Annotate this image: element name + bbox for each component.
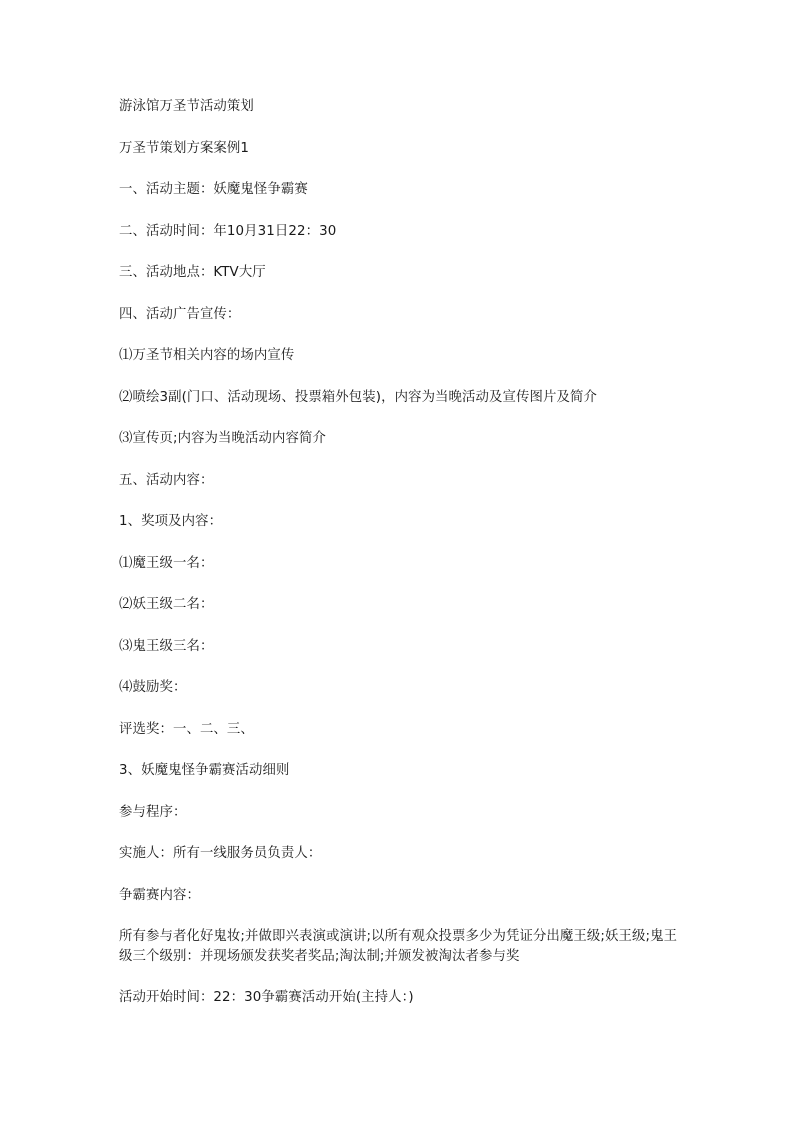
paragraph-time: 二、活动时间：年10月31日22：30: [119, 223, 337, 239]
paragraph-advertising-heading: 四、活动广告宣传：: [119, 306, 241, 322]
paragraph-advertising-item-3: ⑶宣传页;内容为当晚活动内容简介: [119, 431, 326, 446]
paragraph-award-ghost-king: ⑶鬼王级三名：: [119, 638, 214, 654]
paragraph-award-demon-king: ⑴魔王级一名：: [119, 555, 214, 571]
paragraph-awards-heading: 1、奖项及内容：: [119, 514, 223, 529]
paragraph-award-monster-king: ⑵妖王级二名：: [119, 597, 214, 612]
document-body: [119, 97, 679, 1030]
paragraph-advertising-item-1: ⑴万圣节相关内容的场内宣传: [119, 348, 295, 363]
document-title: 游泳馆万圣节活动策划: [119, 99, 254, 114]
paragraph-start-time: 活动开始时间：22：30争霸赛活动开始(主持人：): [119, 990, 414, 1005]
paragraph-rules-heading: 3、妖魔鬼怪争霸赛活动细则: [119, 763, 290, 778]
document-subtitle: 万圣节策划方案案例1: [119, 140, 250, 156]
paragraph-competition-description: 所有参与者化好鬼妆;并做即兴表演或演讲;以所有观众投票多少为凭证分出魔王级;妖王级;鬼王级三个级别：并现场颁发获奖者奖品;淘汰制;并颁发被淘汰者参与奖: [119, 929, 678, 964]
paragraph-participation-procedure: 参与程序：: [119, 804, 187, 820]
paragraph-competition-content-heading: 争霸赛内容：: [119, 887, 200, 903]
paragraph-award-encouragement: ⑷鼓励奖：: [119, 680, 187, 695]
paragraph-advertising-item-2: ⑵喷绘3副(门口、活动现场、投票箱外包装)，内容为当晚活动及宣传图片及简介: [119, 389, 597, 405]
paragraph-selection-awards: 评选奖：一、二、三、: [119, 721, 254, 737]
paragraph-content-heading: 五、活动内容：: [119, 472, 214, 488]
paragraph-location: 三、活动地点：KTV大厅: [119, 265, 266, 280]
paragraph-implementer: 实施人：所有一线服务员负责人：: [119, 846, 322, 861]
paragraph-theme: 一、活动主题：妖魔鬼怪争霸赛: [119, 182, 308, 197]
